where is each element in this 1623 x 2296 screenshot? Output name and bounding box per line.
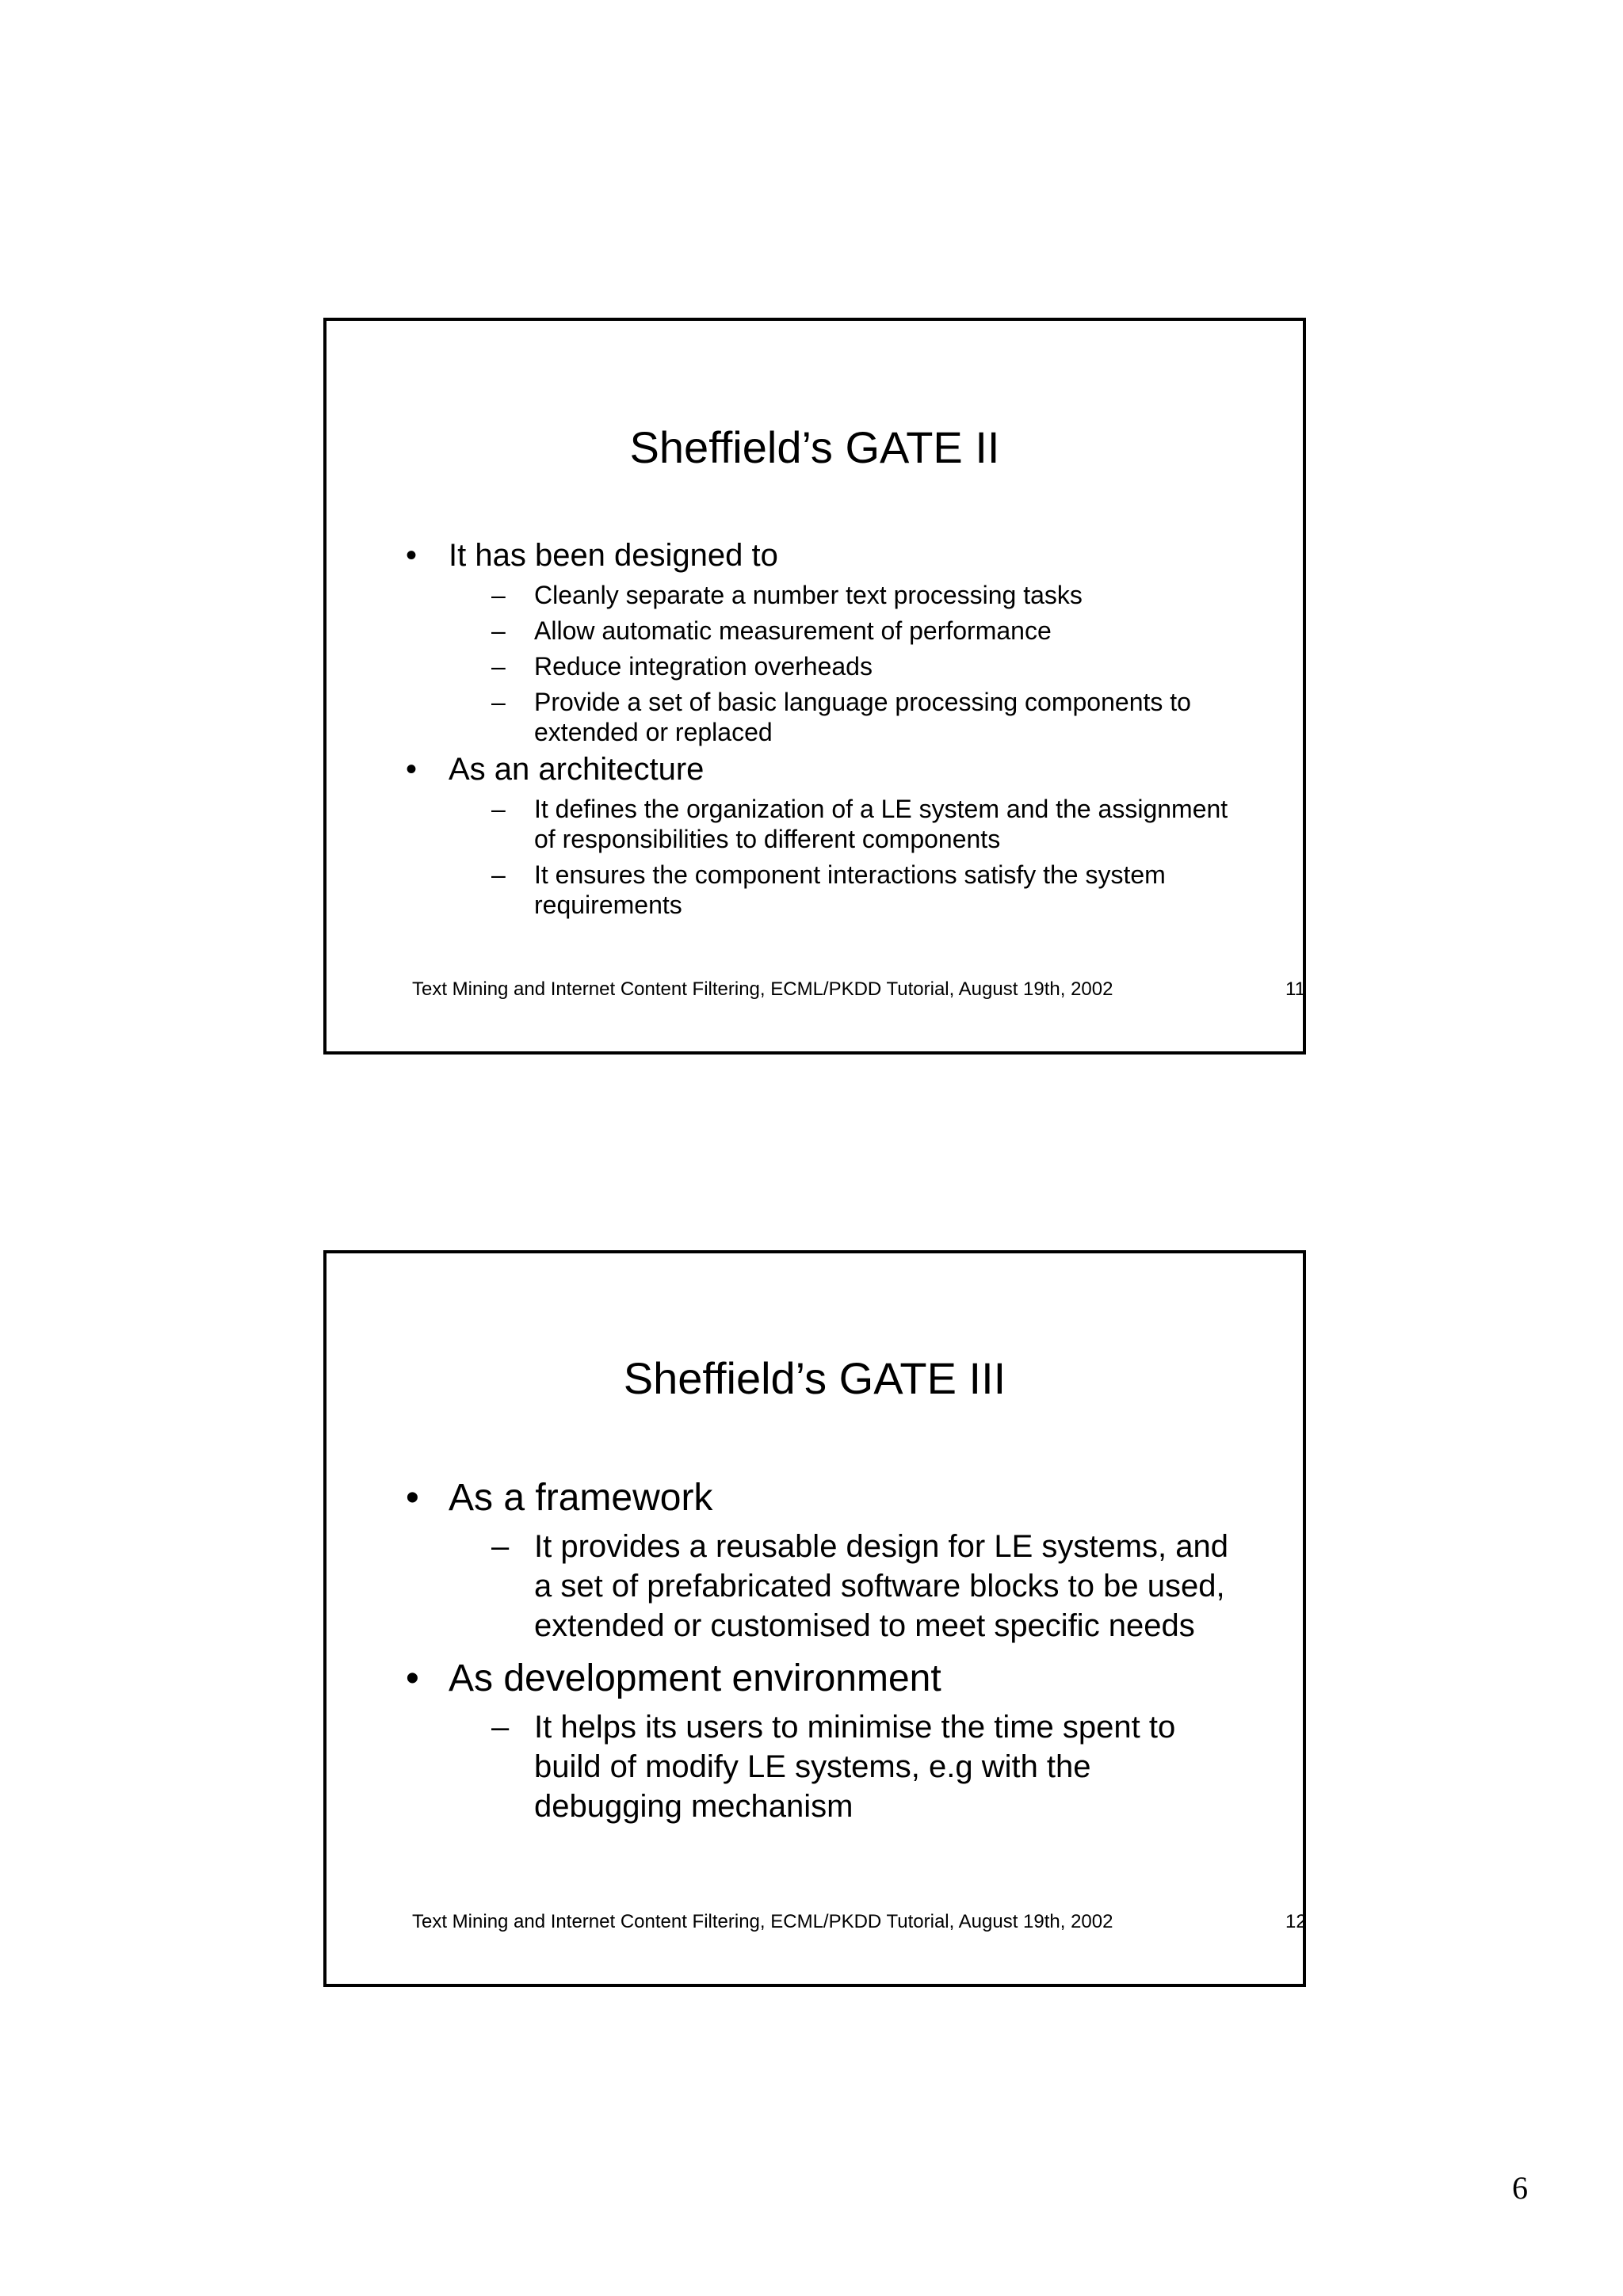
sub-text: It helps its users to minimise the time spent to build of modify LE systems, e.g with the debugging mechanism bbox=[534, 1710, 1176, 1824]
slide-footer bbox=[412, 978, 1305, 1001]
sub-list bbox=[449, 794, 1239, 920]
slide-12 bbox=[323, 1250, 1306, 1987]
bullet-item bbox=[406, 536, 1239, 747]
footer-text: Text Mining and Internet Content Filtering, ECML/PKDD Tutorial, August 19th, 2002 bbox=[412, 978, 1113, 1000]
sub-text: It provides a reusable design for LE systems, and a set of prefabricated software blocks to be used, extended or customised to meet specific needs bbox=[534, 1529, 1229, 1643]
bullet-text: As an architecture bbox=[449, 752, 705, 787]
slide-number: 12 bbox=[1285, 1911, 1307, 1932]
bullet-marker: • bbox=[406, 1477, 419, 1519]
sub-text: It ensures the component interactions satisfy the system requirements bbox=[534, 860, 1166, 919]
sub-item bbox=[449, 687, 1239, 747]
sub-text: Provide a set of basic language processing components to extended or replaced bbox=[534, 688, 1191, 746]
dash-marker: – bbox=[491, 795, 506, 823]
dash-marker: – bbox=[491, 860, 506, 889]
sub-item bbox=[449, 1527, 1239, 1646]
bullet-marker: • bbox=[406, 538, 418, 573]
sub-text: Reduce integration overheads bbox=[534, 652, 873, 681]
bullet-marker: • bbox=[406, 1657, 419, 1699]
dash-marker: – bbox=[491, 1529, 510, 1564]
dash-marker: – bbox=[491, 688, 506, 716]
footer-text: Text Mining and Internet Content Filtering, ECML/PKDD Tutorial, August 19th, 2002 bbox=[412, 1911, 1113, 1932]
bullet-item bbox=[406, 1476, 1239, 1646]
sub-item bbox=[449, 580, 1239, 610]
slide-title: Sheffield’s GATE II bbox=[629, 422, 1000, 472]
sub-item bbox=[449, 616, 1239, 646]
sub-item bbox=[449, 651, 1239, 681]
dash-marker: – bbox=[491, 652, 506, 681]
sub-item bbox=[449, 860, 1239, 920]
sub-item bbox=[449, 1707, 1239, 1826]
dash-marker: – bbox=[491, 581, 506, 609]
sub-text: It defines the organization of a LE system and the assignment of responsibilities to different components bbox=[534, 795, 1228, 853]
slide-number: 11 bbox=[1285, 978, 1305, 1000]
bullet-item bbox=[406, 1657, 1239, 1826]
bullet-text: It has been designed to bbox=[449, 538, 778, 573]
page-number: 6 bbox=[1512, 2170, 1528, 2206]
sub-item bbox=[449, 794, 1239, 854]
sub-list bbox=[449, 1707, 1239, 1826]
dash-marker: – bbox=[491, 616, 506, 645]
slide-body bbox=[406, 536, 1239, 920]
slide-footer bbox=[412, 1911, 1307, 1933]
bullet-item bbox=[406, 750, 1239, 920]
slide-title: Sheffield’s GATE III bbox=[623, 1353, 1006, 1403]
slide-body bbox=[406, 1476, 1239, 1826]
bullet-marker: • bbox=[406, 752, 418, 787]
dash-marker: – bbox=[491, 1710, 510, 1745]
sub-text: Allow automatic measurement of performance bbox=[534, 616, 1052, 645]
bullet-text: As development environment bbox=[449, 1657, 941, 1699]
sub-list bbox=[449, 1527, 1239, 1646]
sub-text: Cleanly separate a number text processing tasks bbox=[534, 581, 1083, 609]
bullet-text: As a framework bbox=[449, 1477, 713, 1519]
slide-11 bbox=[323, 318, 1306, 1055]
sub-list bbox=[449, 580, 1239, 747]
